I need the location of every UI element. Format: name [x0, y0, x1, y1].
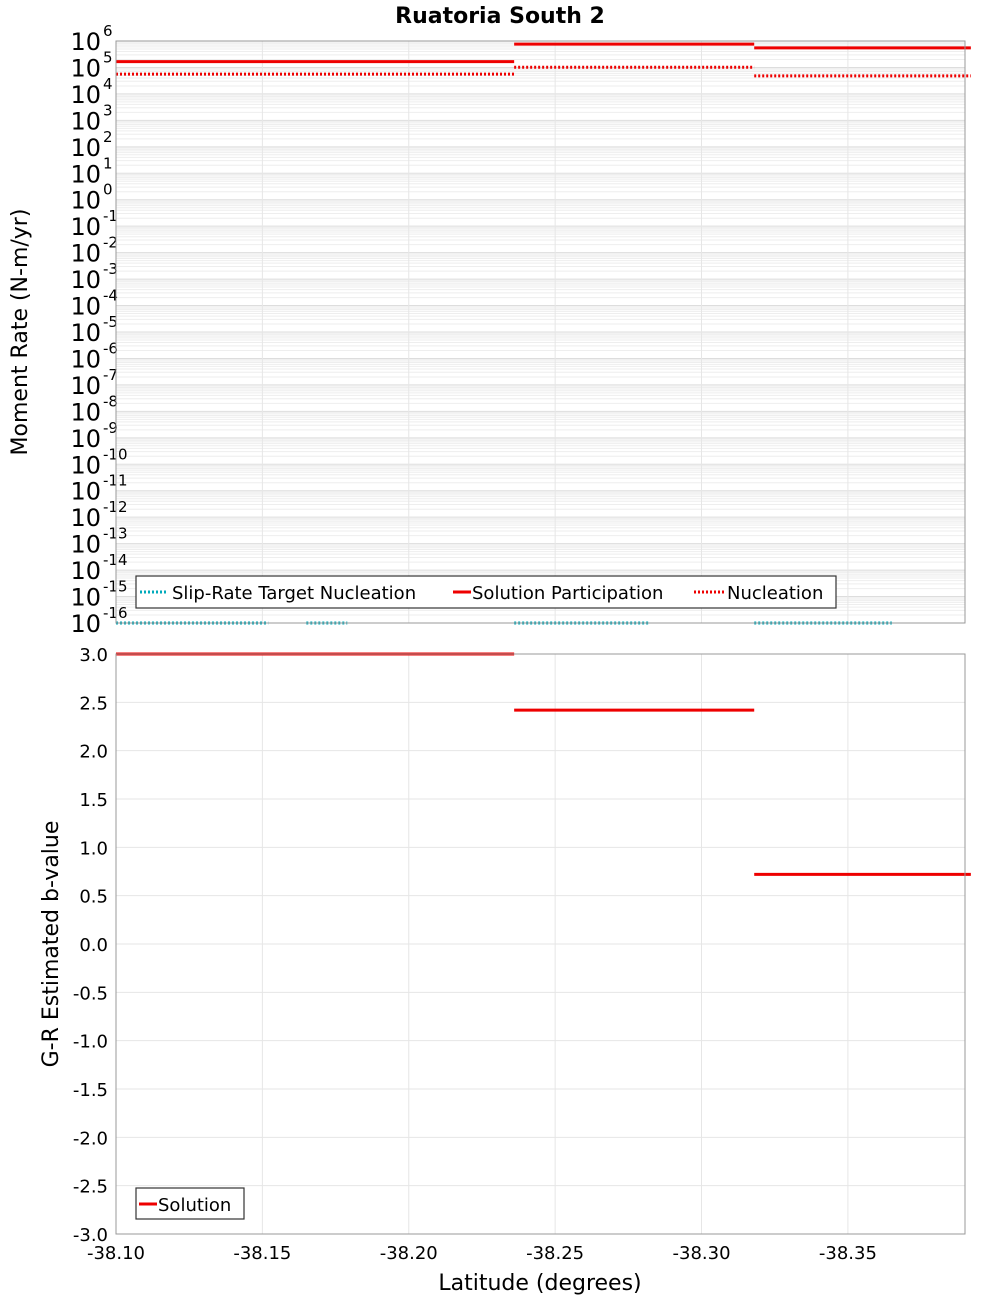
- b-value-legend: [136, 1188, 244, 1219]
- moment-rate-y-tick-exponent: 0: [103, 180, 113, 199]
- b-value-y-tick-label: -2.0: [72, 1128, 108, 1150]
- moment-rate-y-tick-base: 10: [70, 186, 101, 215]
- moment-rate-y-tick-base: 10: [70, 80, 101, 109]
- b-value-y-tick-label: -2.5: [72, 1176, 108, 1198]
- moment-rate-y-tick-exponent: -9: [103, 418, 118, 437]
- moment-rate-y-tick-exponent: -1: [103, 207, 118, 226]
- moment-rate-y-tick-exponent: -11: [103, 471, 128, 490]
- latitude-x-tick-label: -38.30: [672, 1243, 731, 1264]
- moment-rate-y-tick-base: 10: [70, 292, 101, 321]
- moment-rate-y-tick-base: 10: [70, 345, 101, 374]
- moment-rate-y-tick-base: 10: [70, 557, 101, 586]
- chart-title: Ruatoria South 2: [395, 4, 605, 29]
- b-value-y-tick-label: 3.0: [79, 645, 108, 666]
- b-value-y-tick-label: 2.5: [79, 693, 108, 715]
- legend-label-solution: Solution: [158, 1195, 232, 1216]
- moment-rate-y-tick-base: 10: [70, 107, 101, 136]
- moment-rate-y-tick-exponent: -13: [103, 524, 128, 543]
- b-value-y-tick-label: 2.0: [79, 741, 108, 763]
- b-value-y-axis-label: G-R Estimated b-value: [39, 820, 64, 1068]
- moment-rate-y-tick-exponent: 5: [103, 48, 113, 67]
- moment-rate-legend: [136, 576, 836, 608]
- moment-rate-y-tick-base: 10: [70, 583, 101, 612]
- moment-rate-y-tick-base: 10: [70, 398, 101, 427]
- legend-label-slip-rate-target: Slip-Rate Target Nucleation: [172, 583, 417, 604]
- b-value-panel: [39, 645, 971, 1296]
- latitude-x-tick-label: -38.25: [526, 1243, 585, 1264]
- legend-label-nucleation: Nucleation: [727, 583, 824, 604]
- moment-rate-y-tick-base: 10: [70, 213, 101, 242]
- moment-rate-y-tick-exponent: 4: [103, 74, 113, 93]
- moment-rate-y-tick-base: 10: [70, 371, 101, 400]
- b-value-y-tick-label: -1.5: [72, 1080, 108, 1101]
- moment-rate-y-tick-exponent: -7: [103, 365, 118, 384]
- moment-rate-y-tick-base: 10: [70, 160, 101, 189]
- legend-label-solution-participation: Solution Participation: [472, 583, 664, 604]
- moment-rate-y-axis-label: Moment Rate (N-m/yr): [8, 208, 33, 456]
- moment-rate-y-tick-exponent: 3: [103, 101, 113, 120]
- latitude-x-tick-label: -38.20: [379, 1243, 438, 1264]
- moment-rate-panel: [8, 22, 971, 638]
- latitude-x-tick-label: -38.15: [233, 1243, 292, 1264]
- moment-rate-y-tick-exponent: -6: [103, 339, 118, 358]
- moment-rate-y-tick-exponent: 6: [103, 22, 113, 40]
- moment-rate-y-tick-exponent: -4: [103, 286, 118, 305]
- moment-rate-y-tick-exponent: -15: [103, 577, 128, 596]
- b-value-y-tick-label: 0.0: [79, 935, 108, 956]
- moment-rate-y-tick-exponent: -5: [103, 313, 118, 331]
- moment-rate-y-tick-exponent: -14: [103, 551, 128, 570]
- latitude-x-tick-label: -38.10: [86, 1243, 146, 1264]
- b-value-y-tick-label: 1.0: [79, 838, 108, 860]
- latitude-x-tick-label: -38.35: [818, 1243, 877, 1264]
- moment-rate-y-tick-base: 10: [70, 610, 101, 638]
- moment-rate-y-tick-base: 10: [70, 239, 101, 268]
- moment-rate-y-tick-exponent: -3: [103, 260, 118, 279]
- b-value-y-tick-label: -1.0: [72, 1031, 108, 1053]
- moment-rate-y-tick-exponent: -12: [103, 498, 128, 517]
- moment-rate-y-tick-base: 10: [70, 530, 101, 559]
- moment-rate-y-tick-exponent: -16: [103, 604, 128, 622]
- b-value-y-tick-label: 0.5: [79, 886, 108, 908]
- moment-rate-grid: [116, 41, 965, 623]
- moment-rate-y-tick-base: 10: [70, 424, 101, 453]
- moment-rate-y-tick-base: 10: [70, 133, 101, 162]
- moment-rate-y-tick-base: 10: [70, 477, 101, 506]
- moment-rate-y-tick-base: 10: [70, 28, 101, 56]
- moment-rate-y-tick-exponent: -2: [103, 233, 118, 252]
- moment-rate-y-tick-base: 10: [70, 504, 101, 533]
- moment-rate-y-tick-base: 10: [70, 266, 101, 295]
- moment-rate-y-tick-base: 10: [70, 451, 101, 480]
- latitude-x-axis-label: Latitude (degrees): [438, 1271, 642, 1296]
- moment-rate-y-tick-base: 10: [70, 319, 101, 347]
- moment-rate-y-tick-exponent: -10: [103, 445, 128, 464]
- moment-rate-y-tick-exponent: 2: [103, 127, 113, 146]
- b-value-y-tick-label: -3.0: [72, 1225, 108, 1246]
- moment-rate-y-tick-base: 10: [70, 54, 101, 83]
- moment-rate-y-tick-exponent: -8: [103, 392, 118, 411]
- moment-rate-y-tick-exponent: 1: [103, 154, 113, 173]
- b-value-y-tick-label: 1.5: [79, 790, 108, 811]
- b-value-y-tick-label: -0.5: [72, 983, 108, 1005]
